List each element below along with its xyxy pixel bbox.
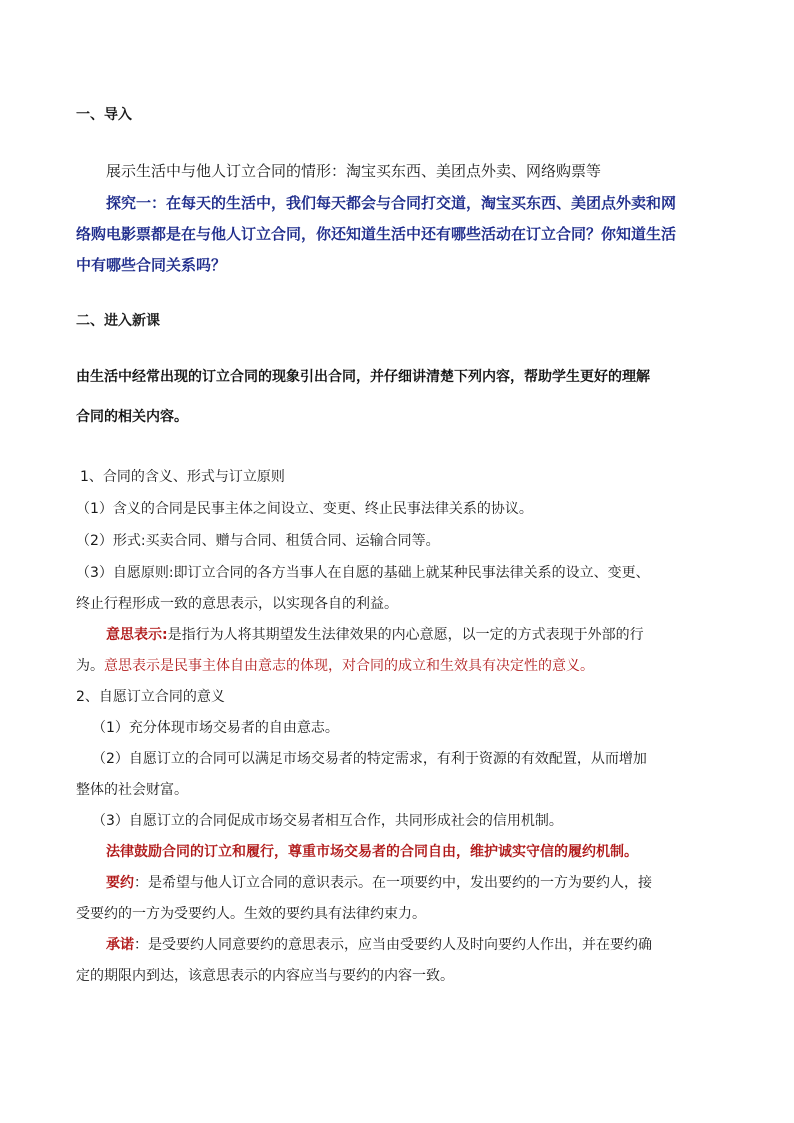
explore-line-2: 络购电影票都是在与他人订立合同，你还知道生活中还有哪些活动在订立合同？你知道生活 <box>76 225 677 243</box>
intent-term: 意思表示: <box>106 627 168 643</box>
part1-item1: （1）含义的合同是民事主体之间设立、变更、终止民事法律关系的协议。 <box>76 501 533 517</box>
accept-line-2: 定的期限内到达，该意思表示的内容应当与要约的内容一致。 <box>76 968 454 984</box>
intent-line-2-a: 为。 <box>76 658 104 674</box>
offer-line-2: 受要约的一方为受要约人。生效的要约具有法律约束力。 <box>76 906 426 922</box>
intent-line-1 <box>106 628 644 642</box>
explore-line-1: 探究一：在每天的生活中，我们每天都会与合同打交道，淘宝买东西、美团点外卖和网 <box>106 194 677 212</box>
part2-item1: （1）充分体现市场交易者的自由意志。 <box>92 720 339 736</box>
section-heading-intro: 一、导入 <box>76 107 132 123</box>
part1-item3-line1: （3）自愿原则:即订立合同的各方当事人在自愿的基础上就某种民事法律关系的设立、变更、 <box>76 565 650 581</box>
part1-item2: （2）形式:买卖合同、赠与合同、租赁合同、运输合同等。 <box>76 533 440 549</box>
intent-line-2 <box>76 659 594 673</box>
offer-term: 要约 <box>106 875 134 891</box>
intent-line-2-b: 意思表示是民事主体自由意志的体现，对合同的成立和生效具有决定性的意义。 <box>104 658 594 674</box>
law-emphasis: 法律鼓励合同的订立和履行，尊重市场交易者的合同自由，维护诚实守信的履约机制。 <box>106 844 638 860</box>
part2-item2-line1: （2）自愿订立的合同可以满足市场交易者的特定需求，有利于资源的有效配置，从而增加 <box>92 751 647 767</box>
explore-line-3: 中有哪些合同关系吗？ <box>76 256 227 274</box>
lead-line-2: 合同的相关内容。 <box>76 409 188 425</box>
part1-item3-line2: 终止行程形成一致的意思表示，以实现各自的利益。 <box>76 596 398 612</box>
part1-title: 1、合同的含义、形式与订立原则 <box>80 469 285 485</box>
offer-line-1 <box>106 876 652 890</box>
part2-title: 2、自愿订立合同的意义 <box>76 689 225 705</box>
accept-line-1 <box>106 938 652 952</box>
accept-term: 承诺 <box>106 937 134 953</box>
intent-line-1-rest: 是指行为人将其期望发生法律效果的内心意愿，以一定的方式表现于外部的行 <box>167 627 644 643</box>
offer-line-1-rest: ：是希望与他人订立合同的意识表示。在一项要约中，发出要约的一方为要约人，接 <box>134 875 652 891</box>
section-heading-new-lesson: 二、进入新课 <box>76 313 160 329</box>
part2-item3: （3）自愿订立的合同促成市场交易者相互合作，共同形成社会的信用机制。 <box>92 813 563 829</box>
accept-line-1-rest: ：是受要约人同意要约的意思表示，应当由受要约人及时向要约人作出，并在要约确 <box>134 937 652 953</box>
lead-line-1: 由生活中经常出现的订立合同的现象引出合同，并仔细讲清楚下列内容，帮助学生更好的理解 <box>76 369 650 385</box>
intro-text: 展示生活中与他人订立合同的情形：淘宝买东西、美团点外卖、网络购票等 <box>106 162 602 180</box>
part2-item2-line2: 整体的社会财富。 <box>76 782 188 798</box>
